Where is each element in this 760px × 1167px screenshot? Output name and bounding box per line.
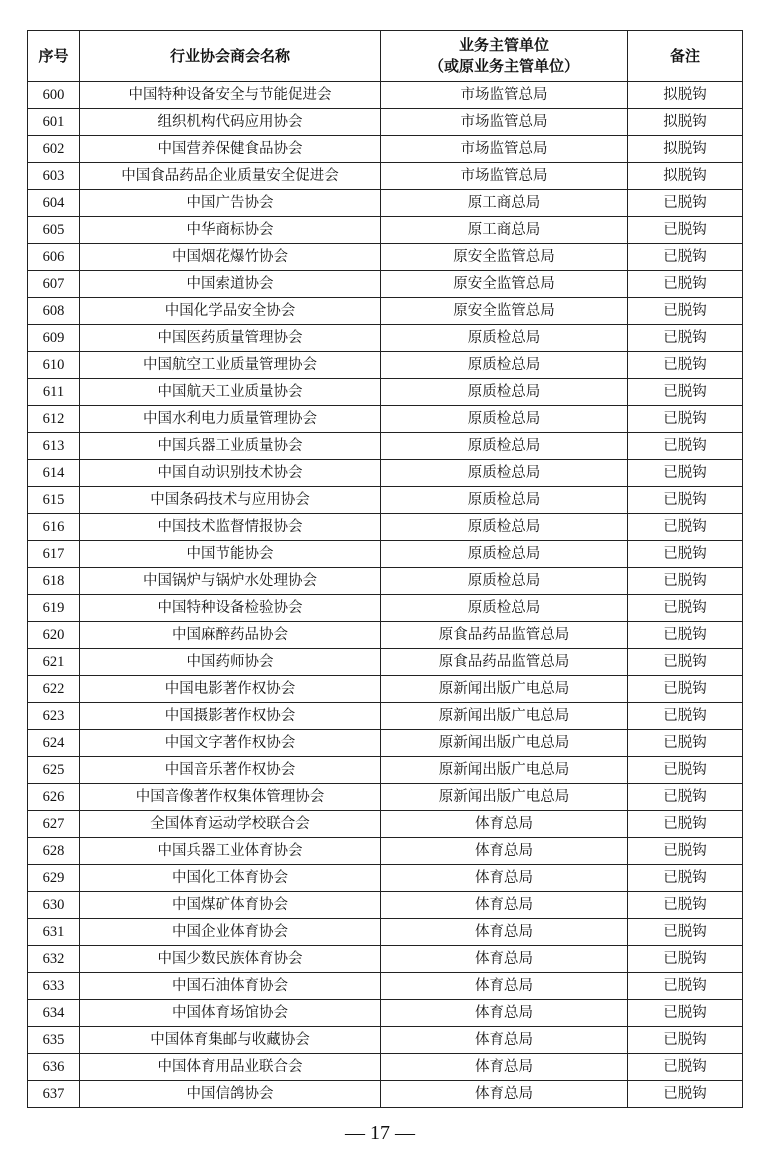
- cell-remarks: 已脱钩: [628, 946, 743, 973]
- cell-association-name: 中国摄影著作权协会: [80, 703, 381, 730]
- cell-association-name: 中国电影著作权协会: [80, 676, 381, 703]
- cell-remarks: 已脱钩: [628, 676, 743, 703]
- cell-serial-number: 620: [28, 622, 80, 649]
- cell-supervising-unit: 原安全监管总局: [381, 298, 628, 325]
- cell-supervising-unit: 原工商总局: [381, 217, 628, 244]
- cell-remarks: 已脱钩: [628, 1027, 743, 1054]
- table-row: [28, 325, 743, 352]
- table-row: [28, 649, 743, 676]
- cell-association-name: 中华商标协会: [80, 217, 381, 244]
- cell-association-name: 中国条码技术与应用协会: [80, 487, 381, 514]
- cell-serial-number: 635: [28, 1027, 80, 1054]
- cell-remarks: 已脱钩: [628, 703, 743, 730]
- cell-supervising-unit: 原质检总局: [381, 568, 628, 595]
- cell-supervising-unit: 体育总局: [381, 973, 628, 1000]
- table-row: [28, 1027, 743, 1054]
- cell-serial-number: 637: [28, 1081, 80, 1108]
- cell-association-name: 中国麻醉药品协会: [80, 622, 381, 649]
- cell-supervising-unit: 市场监管总局: [381, 82, 628, 109]
- table-row: [28, 757, 743, 784]
- cell-association-name: 中国节能协会: [80, 541, 381, 568]
- cell-supervising-unit: 原质检总局: [381, 460, 628, 487]
- cell-supervising-unit: 原安全监管总局: [381, 244, 628, 271]
- cell-remarks: 已脱钩: [628, 919, 743, 946]
- cell-remarks: 已脱钩: [628, 730, 743, 757]
- table-row: [28, 1000, 743, 1027]
- cell-remarks: 拟脱钩: [628, 109, 743, 136]
- cell-remarks: 已脱钩: [628, 622, 743, 649]
- cell-association-name: 中国文字著作权协会: [80, 730, 381, 757]
- table-row: [28, 460, 743, 487]
- cell-serial-number: 630: [28, 892, 80, 919]
- cell-serial-number: 618: [28, 568, 80, 595]
- table-row: [28, 1081, 743, 1108]
- cell-remarks: 已脱钩: [628, 406, 743, 433]
- table-header-row: [28, 31, 743, 82]
- table-row: [28, 676, 743, 703]
- cell-remarks: 已脱钩: [628, 568, 743, 595]
- cell-serial-number: 605: [28, 217, 80, 244]
- table-row: [28, 109, 743, 136]
- cell-association-name: 中国石油体育协会: [80, 973, 381, 1000]
- cell-supervising-unit: 体育总局: [381, 1027, 628, 1054]
- cell-remarks: 已脱钩: [628, 1000, 743, 1027]
- table-row: [28, 136, 743, 163]
- table-row: [28, 838, 743, 865]
- table-row: [28, 244, 743, 271]
- cell-serial-number: 628: [28, 838, 80, 865]
- cell-supervising-unit: 市场监管总局: [381, 136, 628, 163]
- cell-association-name: 中国药师协会: [80, 649, 381, 676]
- cell-remarks: 已脱钩: [628, 379, 743, 406]
- cell-supervising-unit: 原质检总局: [381, 433, 628, 460]
- cell-association-name: 中国广告协会: [80, 190, 381, 217]
- table-row: [28, 514, 743, 541]
- table-row: [28, 271, 743, 298]
- header-remarks: 备注: [628, 31, 743, 82]
- cell-serial-number: 610: [28, 352, 80, 379]
- cell-serial-number: 606: [28, 244, 80, 271]
- cell-remarks: 已脱钩: [628, 1054, 743, 1081]
- cell-serial-number: 607: [28, 271, 80, 298]
- cell-association-name: 中国自动识别技术协会: [80, 460, 381, 487]
- table-row: [28, 487, 743, 514]
- cell-serial-number: 612: [28, 406, 80, 433]
- table-row: [28, 217, 743, 244]
- cell-supervising-unit: 原新闻出版广电总局: [381, 676, 628, 703]
- cell-remarks: 已脱钩: [628, 271, 743, 298]
- cell-association-name: 中国特种设备检验协会: [80, 595, 381, 622]
- cell-supervising-unit: 体育总局: [381, 1054, 628, 1081]
- cell-association-name: 中国体育用品业联合会: [80, 1054, 381, 1081]
- cell-remarks: 已脱钩: [628, 298, 743, 325]
- cell-serial-number: 616: [28, 514, 80, 541]
- cell-association-name: 中国少数民族体育协会: [80, 946, 381, 973]
- table-row: [28, 595, 743, 622]
- cell-association-name: 中国食品药品企业质量安全促进会: [80, 163, 381, 190]
- table-row: [28, 811, 743, 838]
- cell-association-name: 中国锅炉与锅炉水处理协会: [80, 568, 381, 595]
- cell-supervising-unit: 市场监管总局: [381, 163, 628, 190]
- cell-remarks: 拟脱钩: [628, 82, 743, 109]
- cell-remarks: 已脱钩: [628, 325, 743, 352]
- cell-serial-number: 615: [28, 487, 80, 514]
- cell-supervising-unit: 原质检总局: [381, 487, 628, 514]
- association-table: [27, 30, 743, 1108]
- cell-supervising-unit: 市场监管总局: [381, 109, 628, 136]
- cell-serial-number: 623: [28, 703, 80, 730]
- table-row: [28, 973, 743, 1000]
- cell-association-name: 中国化学品安全协会: [80, 298, 381, 325]
- table-row: [28, 622, 743, 649]
- table-row: [28, 919, 743, 946]
- cell-remarks: 已脱钩: [628, 1081, 743, 1108]
- cell-serial-number: 609: [28, 325, 80, 352]
- cell-serial-number: 626: [28, 784, 80, 811]
- cell-association-name: 中国体育集邮与收藏协会: [80, 1027, 381, 1054]
- cell-serial-number: 611: [28, 379, 80, 406]
- cell-supervising-unit: 原质检总局: [381, 514, 628, 541]
- cell-remarks: 已脱钩: [628, 973, 743, 1000]
- cell-serial-number: 621: [28, 649, 80, 676]
- header-supervising-unit-line1: 业务主管单位: [458, 36, 549, 54]
- cell-association-name: 中国音乐著作权协会: [80, 757, 381, 784]
- table-row: [28, 730, 743, 757]
- cell-association-name: 中国航空工业质量管理协会: [80, 352, 381, 379]
- header-serial-number: 序号: [28, 31, 80, 82]
- cell-association-name: 中国兵器工业体育协会: [80, 838, 381, 865]
- table-body: [28, 82, 743, 1108]
- cell-supervising-unit: 体育总局: [381, 1081, 628, 1108]
- table-row: [28, 82, 743, 109]
- table-row: [28, 946, 743, 973]
- cell-supervising-unit: 原质检总局: [381, 379, 628, 406]
- cell-association-name: 中国体育场馆协会: [80, 1000, 381, 1027]
- cell-serial-number: 608: [28, 298, 80, 325]
- cell-serial-number: 634: [28, 1000, 80, 1027]
- cell-serial-number: 632: [28, 946, 80, 973]
- cell-supervising-unit: 原质检总局: [381, 406, 628, 433]
- cell-supervising-unit: 原食品药品监管总局: [381, 622, 628, 649]
- cell-serial-number: 633: [28, 973, 80, 1000]
- cell-association-name: 中国信鸽协会: [80, 1081, 381, 1108]
- cell-association-name: 中国化工体育协会: [80, 865, 381, 892]
- cell-serial-number: 601: [28, 109, 80, 136]
- cell-association-name: 中国企业体育协会: [80, 919, 381, 946]
- table-row: [28, 298, 743, 325]
- cell-remarks: 已脱钩: [628, 865, 743, 892]
- cell-association-name: 中国营养保健食品协会: [80, 136, 381, 163]
- cell-remarks: 已脱钩: [628, 541, 743, 568]
- cell-supervising-unit: 体育总局: [381, 1000, 628, 1027]
- page-number: — 17 —: [345, 1122, 415, 1144]
- cell-serial-number: 631: [28, 919, 80, 946]
- cell-remarks: 已脱钩: [628, 595, 743, 622]
- cell-supervising-unit: 原新闻出版广电总局: [381, 730, 628, 757]
- cell-association-name: 中国医药质量管理协会: [80, 325, 381, 352]
- cell-association-name: 中国音像著作权集体管理协会: [80, 784, 381, 811]
- cell-remarks: 已脱钩: [628, 190, 743, 217]
- cell-supervising-unit: 原质检总局: [381, 595, 628, 622]
- cell-association-name: 中国兵器工业质量协会: [80, 433, 381, 460]
- table-row: [28, 352, 743, 379]
- cell-serial-number: 622: [28, 676, 80, 703]
- header-supervising-unit-line2: （或原业务主管单位）: [428, 57, 579, 75]
- cell-remarks: 已脱钩: [628, 433, 743, 460]
- table-row: [28, 379, 743, 406]
- cell-association-name: 中国煤矿体育协会: [80, 892, 381, 919]
- cell-association-name: 全国体育运动学校联合会: [80, 811, 381, 838]
- cell-remarks: 已脱钩: [628, 352, 743, 379]
- cell-serial-number: 602: [28, 136, 80, 163]
- cell-supervising-unit: 原新闻出版广电总局: [381, 703, 628, 730]
- cell-remarks: 已脱钩: [628, 757, 743, 784]
- cell-association-name: 中国烟花爆竹协会: [80, 244, 381, 271]
- table-row: [28, 190, 743, 217]
- cell-serial-number: 614: [28, 460, 80, 487]
- cell-remarks: 已脱钩: [628, 838, 743, 865]
- cell-association-name: 中国技术监督情报协会: [80, 514, 381, 541]
- cell-supervising-unit: 体育总局: [381, 865, 628, 892]
- table-row: [28, 703, 743, 730]
- table-row: [28, 1054, 743, 1081]
- cell-supervising-unit: 体育总局: [381, 919, 628, 946]
- cell-association-name: 组织机构代码应用协会: [80, 109, 381, 136]
- cell-remarks: 已脱钩: [628, 784, 743, 811]
- table-row: [28, 433, 743, 460]
- table-row: [28, 568, 743, 595]
- cell-remarks: 已脱钩: [628, 892, 743, 919]
- cell-serial-number: 625: [28, 757, 80, 784]
- cell-association-name: 中国水利电力质量管理协会: [80, 406, 381, 433]
- cell-serial-number: 624: [28, 730, 80, 757]
- cell-remarks: 已脱钩: [628, 514, 743, 541]
- cell-supervising-unit: 体育总局: [381, 811, 628, 838]
- cell-remarks: 已脱钩: [628, 487, 743, 514]
- cell-association-name: 中国特种设备安全与节能促进会: [80, 82, 381, 109]
- cell-association-name: 中国索道协会: [80, 271, 381, 298]
- cell-remarks: 已脱钩: [628, 460, 743, 487]
- cell-supervising-unit: 体育总局: [381, 892, 628, 919]
- cell-supervising-unit: 原安全监管总局: [381, 271, 628, 298]
- cell-supervising-unit: 原食品药品监管总局: [381, 649, 628, 676]
- cell-serial-number: 636: [28, 1054, 80, 1081]
- table-row: [28, 163, 743, 190]
- cell-serial-number: 603: [28, 163, 80, 190]
- cell-remarks: 已脱钩: [628, 217, 743, 244]
- cell-serial-number: 627: [28, 811, 80, 838]
- cell-serial-number: 617: [28, 541, 80, 568]
- table-row: [28, 784, 743, 811]
- cell-supervising-unit: 原质检总局: [381, 325, 628, 352]
- table-row: [28, 406, 743, 433]
- cell-supervising-unit: 原质检总局: [381, 541, 628, 568]
- table-row: [28, 892, 743, 919]
- cell-supervising-unit: 体育总局: [381, 946, 628, 973]
- header-association-name: 行业协会商会名称: [80, 31, 381, 82]
- cell-association-name: 中国航天工业质量协会: [80, 379, 381, 406]
- cell-serial-number: 604: [28, 190, 80, 217]
- table-row: [28, 541, 743, 568]
- cell-serial-number: 613: [28, 433, 80, 460]
- cell-remarks: 已脱钩: [628, 811, 743, 838]
- cell-supervising-unit: 原工商总局: [381, 190, 628, 217]
- header-supervising-unit: [381, 31, 628, 82]
- cell-supervising-unit: 原新闻出版广电总局: [381, 757, 628, 784]
- cell-serial-number: 629: [28, 865, 80, 892]
- cell-supervising-unit: 原新闻出版广电总局: [381, 784, 628, 811]
- cell-serial-number: 619: [28, 595, 80, 622]
- cell-remarks: 已脱钩: [628, 649, 743, 676]
- cell-supervising-unit: 体育总局: [381, 838, 628, 865]
- cell-supervising-unit: 原质检总局: [381, 352, 628, 379]
- table-row: [28, 865, 743, 892]
- cell-serial-number: 600: [28, 82, 80, 109]
- cell-remarks: 拟脱钩: [628, 163, 743, 190]
- cell-remarks: 拟脱钩: [628, 136, 743, 163]
- cell-remarks: 已脱钩: [628, 244, 743, 271]
